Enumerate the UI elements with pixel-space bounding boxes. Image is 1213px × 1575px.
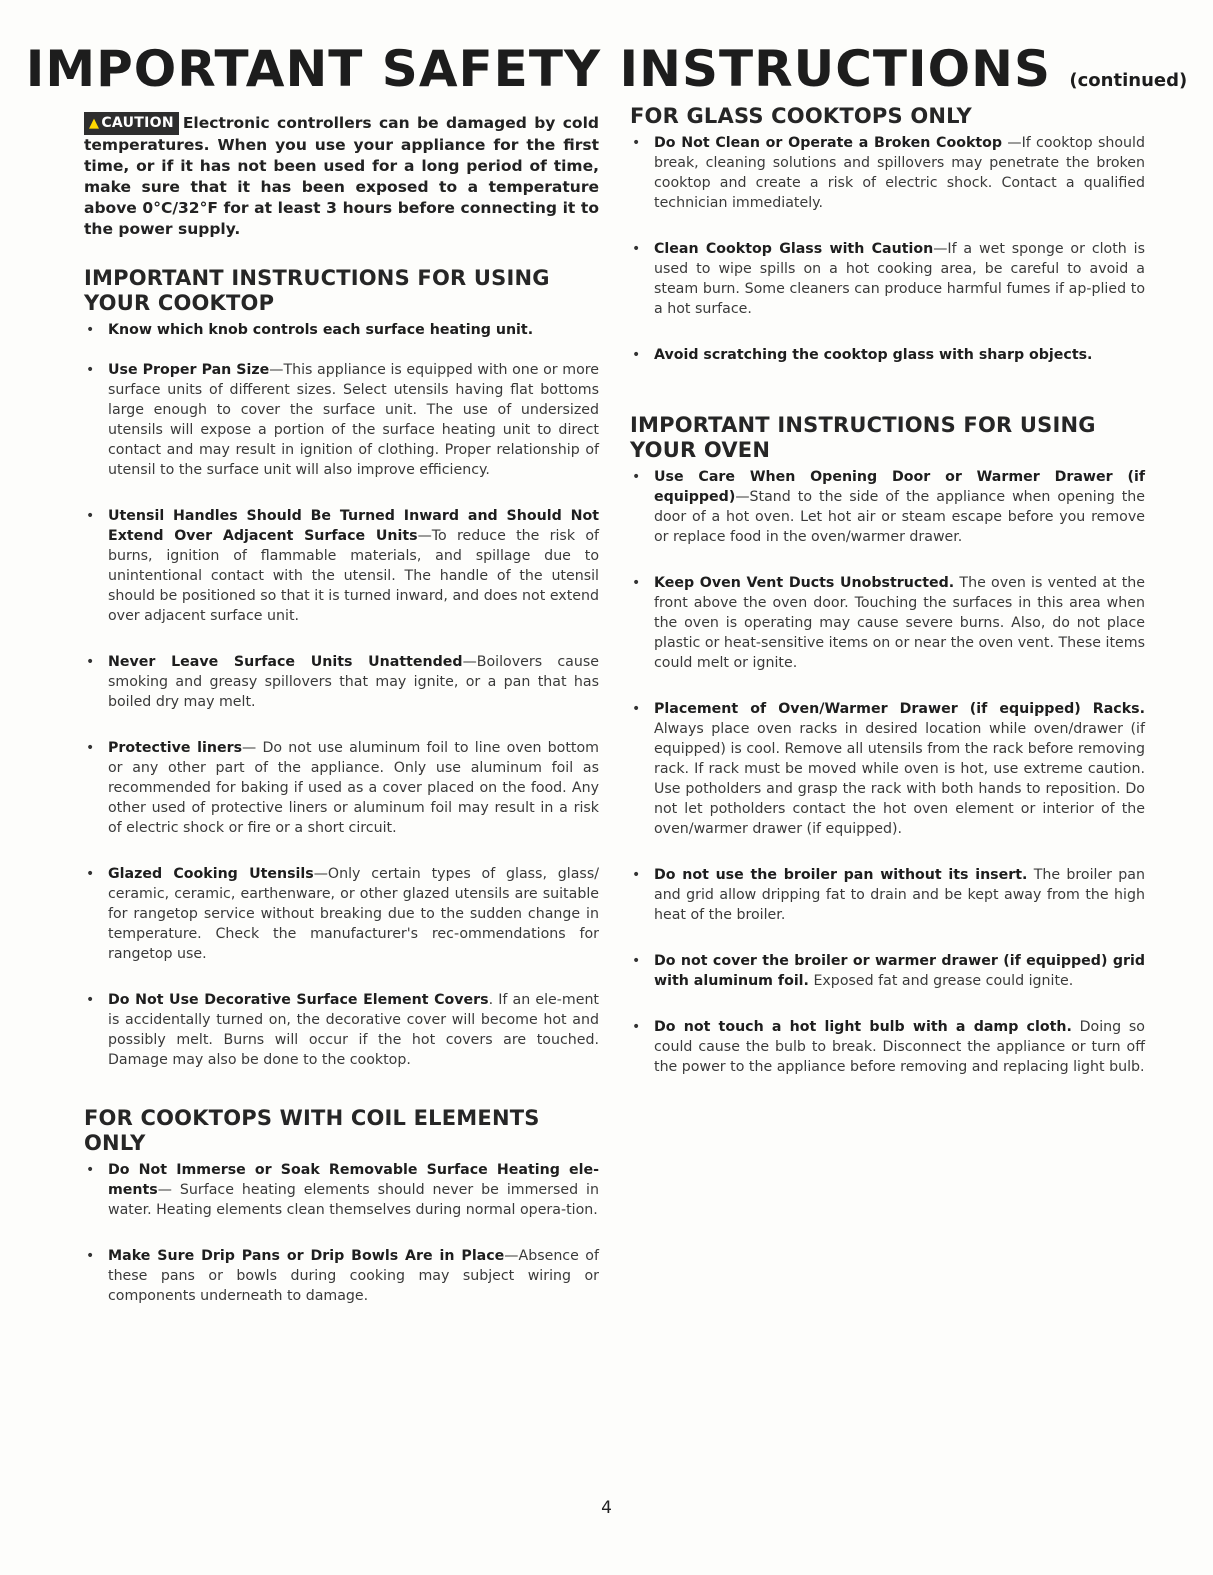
page-title — [0, 40, 1213, 98]
list-item — [630, 133, 1145, 213]
caution-badge — [84, 112, 179, 135]
item-title: Keep Oven Vent Ducts Unobstructed. — [654, 575, 955, 591]
oven-list — [630, 467, 1145, 1077]
bullet-icon: • — [632, 135, 641, 151]
list-item — [630, 573, 1145, 673]
bullet-icon: • — [632, 867, 641, 883]
bullet-icon: • — [86, 322, 95, 338]
glass-list — [630, 133, 1145, 365]
item-title: Do not touch a hot light bulb with a damp cloth. — [654, 1019, 1072, 1035]
item-text: —If cooktop should break, cleaning solutions and spillovers may penetrate the broken cooktop and create a risk of electric shock. Contact a qualified technician immediately. — [654, 135, 1145, 211]
item-text: — Do not use aluminum foil to line oven bottom or any other part of the appliance. Only use aluminum foil as recommended for baking if used as a cover placed on the food. Any other used of protective liners or aluminum foil may result in a risk of electric shock or fire or a short circuit. — [108, 740, 599, 836]
coil-heading: FOR COOKTOPS WITH COIL ELEMENTS ONLY — [84, 1106, 540, 1155]
item-text: . If an ele-ment is accidentally turned on, the decorative cover will become hot and possibly melt. Burns will occur if the hot covers are touched. Damage may also be done to the cooktop. — [108, 992, 600, 1068]
item-title: Know which knob controls each surface heating unit. — [108, 322, 534, 338]
item-title: Clean Cooktop Glass with Caution — [654, 241, 934, 257]
item-text: —If a wet sponge or cloth is used to wipe spills on a hot cooking area, be careful to avoid a steam burn. Some cleaners can produce harmful fumes if ap-plied to a hot surface. — [654, 241, 1145, 317]
bullet-icon: • — [86, 362, 95, 378]
item-title: Do Not Clean or Operate a Broken Cooktop — [654, 135, 1003, 151]
caution-badge-label: CAUTION — [101, 115, 174, 131]
bullet-icon: • — [86, 654, 95, 670]
warning-icon: ▲ — [89, 116, 100, 131]
bullet-icon: • — [86, 866, 95, 882]
left-column — [84, 104, 599, 1332]
list-item — [84, 506, 599, 626]
list-item — [630, 865, 1145, 925]
list-item — [84, 320, 599, 340]
list-item — [630, 951, 1145, 991]
item-title: Use Proper Pan Size — [108, 362, 270, 378]
bullet-icon: • — [86, 508, 95, 524]
list-item — [84, 990, 599, 1070]
page-title-text: IMPORTANT SAFETY INSTRUCTIONS — [25, 40, 1051, 98]
bullet-icon: • — [632, 1019, 641, 1035]
caution-intro — [84, 112, 599, 240]
oven-section — [630, 413, 1145, 1077]
item-text: —Only certain types of glass, glass/ ceramic, ceramic, earthenware, or other glazed utensils are suitable for rangetop service without breaking due to the sudden change in temperature. Check the manufacturer's rec-ommendations for rangetop use. — [108, 866, 599, 962]
item-title: Glazed Cooking Utensils — [108, 866, 314, 882]
cooktop-heading: IMPORTANT INSTRUCTIONS FOR USING YOUR COOKTOP — [84, 266, 550, 315]
list-item — [630, 345, 1145, 365]
page-number: 4 — [601, 1498, 612, 1518]
bullet-icon: • — [86, 1248, 95, 1264]
item-title: Do not cover the broiler or warmer drawer (if equipped) grid with aluminum foil. — [654, 953, 1145, 989]
cooktop-section — [84, 266, 599, 1070]
item-title: Do Not Immerse or Soak Removable Surface Heating ele-ments — [108, 1162, 599, 1198]
item-text: — Surface heating elements should never be immersed in water. Heating elements clean themselves during normal opera-tion. — [108, 1182, 599, 1218]
bullet-icon: • — [632, 347, 641, 363]
glass-heading: FOR GLASS COOKTOPS ONLY — [630, 104, 972, 128]
item-text: Exposed fat and grease could ignite. — [808, 973, 1074, 989]
page-title-continued: (continued) — [1069, 70, 1188, 91]
bullet-icon: • — [86, 740, 95, 756]
list-item — [630, 1017, 1145, 1077]
item-text: —Stand to the side of the appliance when opening the door of a hot oven. Let hot air or steam escape before you remove or replace food in the oven/warmer drawer. — [654, 489, 1145, 545]
list-item — [84, 1246, 599, 1306]
bullet-icon: • — [632, 575, 641, 591]
list-item — [630, 699, 1145, 839]
item-text: —Absence of these pans or bowls during cooking may subject wiring or components underneath to damage. — [108, 1248, 599, 1304]
bullet-icon: • — [632, 953, 641, 969]
list-item — [84, 360, 599, 480]
list-item — [84, 738, 599, 838]
item-text: —To reduce the risk of burns, ignition of flammable materials, and spillage due to unintentional contact with the utensil. The handle of the utensil should be positioned so that it is turned inward, and does not extend over adjacent surface unit. — [108, 528, 600, 624]
item-text: Doing so could cause the bulb to break. Disconnect the appliance or turn off the power to the appliance before removing and replacing light bulb. — [654, 1019, 1145, 1075]
item-text: The oven is vented at the front above the oven door. Touching the surfaces in this area when the oven is operating may cause severe burns. Also, do not place plastic or heat-sensitive items on or near the oven vent. These items could melt or ignite. — [654, 575, 1145, 671]
coil-section — [84, 1106, 599, 1306]
item-text: The broiler pan and grid allow dripping fat to drain and be kept away from the high heat of the broiler. — [654, 867, 1145, 923]
item-title: Never Leave Surface Units Unattended — [108, 654, 463, 670]
list-item — [84, 1160, 599, 1220]
bullet-icon: • — [632, 241, 641, 257]
list-item — [630, 239, 1145, 319]
item-title: Do Not Use Decorative Surface Element Covers — [108, 992, 489, 1008]
bullet-icon: • — [632, 701, 641, 717]
caution-text: Electronic controllers can be damaged by cold temperatures. When you use your appliance for the first time, or if it has not been used for a long period of time, make sure that it has been exposed to a temperature above 0°C/32°F for at least 3 hours before connecting it to the power supply. — [84, 114, 599, 238]
bullet-icon: • — [632, 469, 641, 485]
list-item — [84, 652, 599, 712]
oven-heading: IMPORTANT INSTRUCTIONS FOR USING YOUR OVEN — [630, 413, 1096, 462]
bullet-icon: • — [86, 992, 95, 1008]
item-title: Placement of Oven/Warmer Drawer (if equipped) Racks. — [654, 701, 1145, 717]
item-text: —Boilovers cause smoking and greasy spillovers that may ignite, or a pan that has boiled dry may melt. — [108, 654, 599, 710]
item-title: Protective liners — [108, 740, 243, 756]
item-text: Always place oven racks in desired location while oven/drawer (if equipped) is cool. Remove all utensils from the rack before removing rack. If rack must be moved while oven is hot, use extreme caution. Use potholders and grasp the rack with both hands to reposition. Do not let potholders contact the hot oven element or interior of the oven/warmer drawer (if equipped). — [654, 721, 1145, 837]
right-column — [630, 104, 1145, 1103]
bullet-icon: • — [86, 1162, 95, 1178]
item-title: Make Sure Drip Pans or Drip Bowls Are in Place — [108, 1248, 505, 1264]
coil-list — [84, 1160, 599, 1306]
item-title: Do not use the broiler pan without its insert. — [654, 867, 1028, 883]
item-title: Avoid scratching the cooktop glass with sharp objects. — [654, 347, 1093, 363]
item-title: Utensil Handles Should Be Turned Inward and Should Not Extend Over Adjacent Surface Units — [108, 508, 599, 544]
list-item — [630, 467, 1145, 547]
cooktop-list — [84, 320, 599, 1070]
item-text: —This appliance is equipped with one or more surface units of different sizes. Select utensils having flat bottoms large enough to cover the surface unit. The use of undersized utensils will expose a portion of the surface heating unit to direct contact and may result in ignition of clothing. Proper relationship of utensil to the surface unit will also improve efficiency. — [108, 362, 599, 478]
list-item — [84, 864, 599, 964]
glass-section — [630, 104, 1145, 365]
item-title: Use Care When Opening Door or Warmer Drawer (if equipped) — [654, 469, 1145, 505]
